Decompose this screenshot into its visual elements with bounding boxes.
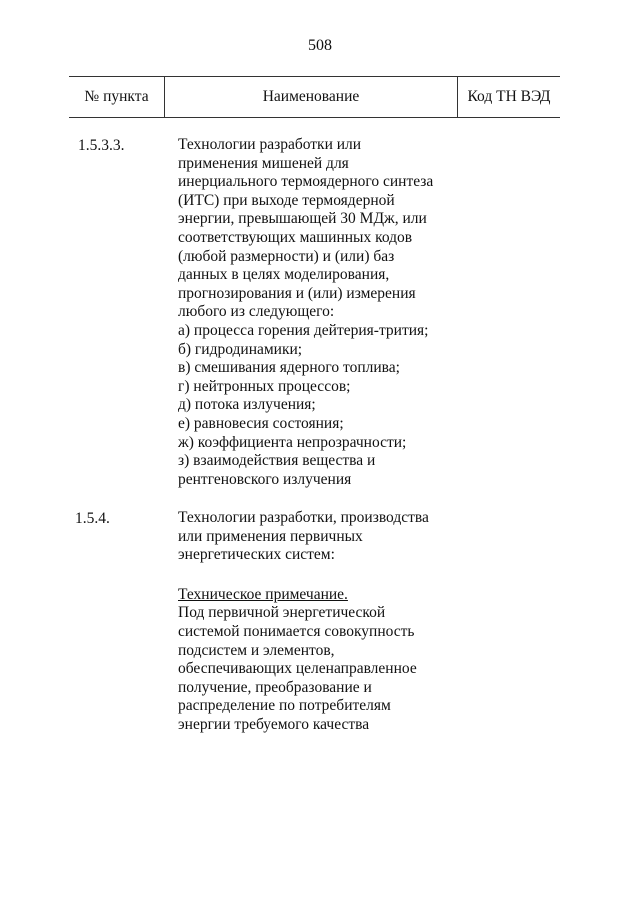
- table-header: [69, 76, 560, 118]
- page-number: 508: [308, 37, 332, 54]
- entry-number: 1.5.4.: [75, 510, 110, 527]
- column-header-name: Наименование: [165, 77, 458, 117]
- entry-text: [178, 136, 468, 489]
- technical-note-text: Под первичной энергетической системой понимается совокупность подсистем и элементов, обеспечивающих целенаправленное получение, преобразование и распределение по потребителям энергии требуемого качества: [178, 604, 417, 733]
- technical-note-title: Техническое примечание.: [178, 585, 348, 603]
- entry-description: Технологии разработки, производства или применения первичных энергетических систем:: [178, 509, 429, 564]
- entry-text: [178, 509, 468, 735]
- entry-number: 1.5.3.3.: [78, 137, 125, 154]
- entry-description: Технологии разработки или применения мишеней для инерциального термоядерного синтеза (ИТС) при выходе термоядерной энергии, превышающей 30 МДж, или соответствующих машинных кодов (любой размерности) и (или) баз данных в целях моделирования, прогнозирования и (или) измерения любого из следующего: а) процесса горения дейтерия-трития; б) гидродинамики; в) смешивания ядерного топлива; г) нейтронных процессов; д) потока излучения; е) равновесия состояния; ж) коэффициента непрозрачности; з) взаимодействия вещества и рентгеновского излучения: [178, 136, 434, 488]
- column-header-number: № пункта: [69, 77, 165, 117]
- column-header-code: Код ТН ВЭД: [467, 88, 551, 105]
